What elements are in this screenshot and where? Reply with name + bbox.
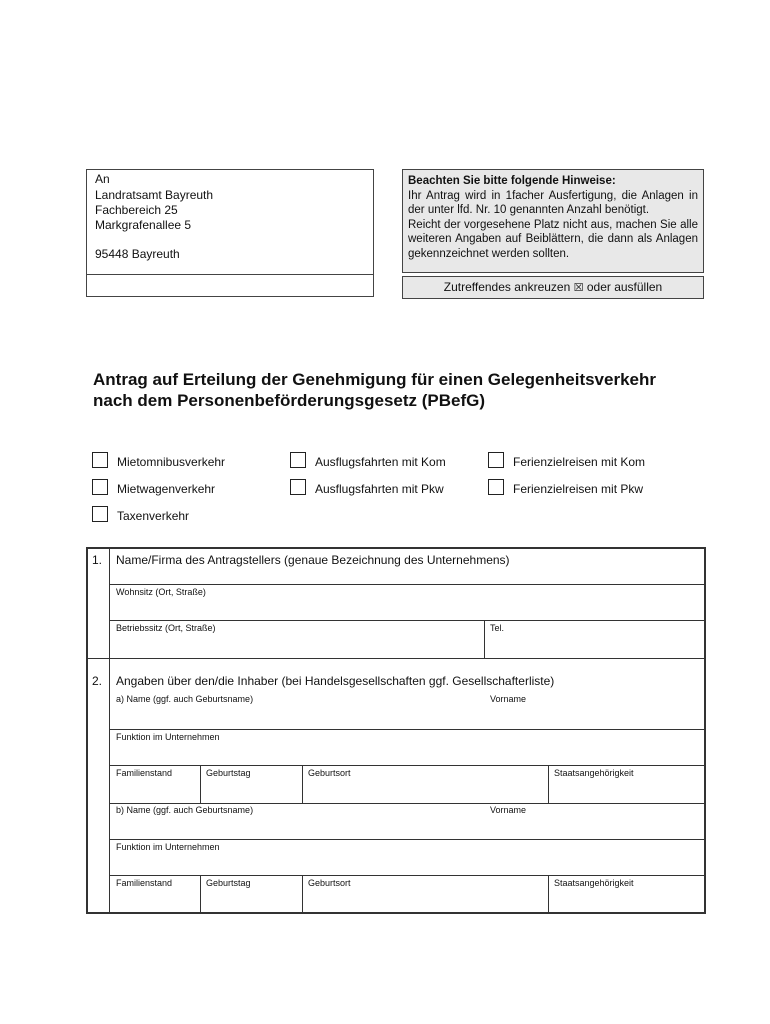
owner-a-geburtstag-label: Geburtstag [206, 768, 251, 778]
section-1-number: 1. [92, 553, 103, 567]
checkbox-taxenverkehr[interactable] [92, 506, 108, 522]
checkbox-ausflugsfahrten-pkw[interactable] [290, 479, 306, 495]
section-divider [88, 658, 704, 659]
owner-b-familienstand-label: Familienstand [116, 878, 173, 888]
owner-a-familienstand-label: Familienstand [116, 768, 173, 778]
address-to-label: An [95, 172, 110, 186]
option-label: Ausflugsfahrten mit Pkw [315, 482, 444, 496]
section-2-heading: Angaben über den/die Inhaber (bei Handelsgesellschaften ggf. Gesellschafterliste) [116, 674, 555, 688]
row-divider [109, 584, 704, 585]
checkbox-mietwagenverkehr[interactable] [92, 479, 108, 495]
row-divider [109, 620, 704, 621]
owner-a-name-label: a) Name (ggf. auch Geburtsname) [116, 694, 254, 704]
owner-b-name-label: b) Name (ggf. auch Geburtsname) [116, 805, 254, 815]
option-label: Mietwagenverkehr [117, 482, 216, 496]
owner-a-staatsangehoerigkeit-label: Staatsangehörigkeit [554, 768, 634, 778]
checkbox-mietomnibusverkehr[interactable] [92, 452, 108, 468]
owner-a-vorname-label: Vorname [490, 694, 527, 704]
owner-b-staatsangehoerigkeit-label: Staatsangehörigkeit [554, 878, 634, 888]
hints-box [402, 169, 704, 273]
hints-footer-post: oder ausfüllen [586, 280, 663, 294]
row-divider [109, 875, 704, 876]
option-label: Ferienzielreisen mit Pkw [513, 482, 644, 496]
checked-box-icon: ☒ [573, 282, 584, 294]
row-divider [109, 803, 704, 804]
checkbox-ausflugsfahrten-kom[interactable] [290, 452, 306, 468]
hints-heading: Beachten Sie bitte folgende Hinweise: [408, 175, 616, 187]
hints-footer-pre: Zutreffendes ankreuzen [443, 280, 571, 294]
col-divider [548, 765, 549, 803]
col-divider [200, 875, 201, 912]
form-title-line2: nach dem Personenbeförderungsgesetz (PBefG) [93, 391, 486, 410]
option-label: Taxenverkehr [117, 509, 190, 523]
form-title-line1: Antrag auf Erteilung der Genehmigung für einen Gelegenheitsverkehr [93, 370, 656, 389]
checkbox-ferienzielreisen-pkw[interactable] [488, 479, 504, 495]
option-label: Ausflugsfahrten mit Kom [315, 455, 446, 469]
form-title [93, 369, 713, 411]
col-divider [302, 765, 303, 803]
applicant-form-table [86, 547, 706, 914]
col-divider [548, 875, 549, 912]
section-1-heading: Name/Firma des Antragstellers (genaue Bezeichnung des Unternehmens) [116, 553, 510, 567]
col-divider [302, 875, 303, 912]
owner-b-geburtsort-label: Geburtsort [308, 878, 351, 888]
betriebssitz-label: Betriebssitz (Ort, Straße) [116, 623, 216, 633]
checkbox-ferienzielreisen-kom[interactable] [488, 452, 504, 468]
col-divider [200, 765, 201, 803]
option-label: Mietomnibusverkehr [117, 455, 226, 469]
hints-text-copies: Ihr Antrag wird in 1facher Ausfertigung, die Anlagen in der unter lfd. Nr. 10 genannten Anzahl benötigt. [408, 189, 698, 217]
hints-footer [402, 276, 704, 299]
address-content [87, 170, 373, 275]
owner-b-funktion-label: Funktion im Unternehmen [116, 842, 220, 852]
hints-text-attachments: Reicht der vorgesehene Platz nicht aus, machen Sie alle weiteren Angaben auf Beiblättern, die dann als Anlagen gekennzeichnet werden sollten. [408, 218, 698, 260]
recipient-address-box [86, 169, 374, 297]
col-divider [484, 620, 485, 658]
address-line-department: Fachbereich 25 [95, 203, 178, 217]
address-line-street: Markgrafenallee 5 [95, 218, 192, 232]
section-2-number: 2. [92, 674, 103, 688]
number-column-divider [109, 549, 110, 912]
option-label: Ferienzielreisen mit Kom [513, 455, 646, 469]
wohnsitz-label: Wohnsitz (Ort, Straße) [116, 587, 206, 597]
row-divider [109, 729, 704, 730]
row-divider [109, 765, 704, 766]
owner-a-funktion-label: Funktion im Unternehmen [116, 732, 220, 742]
owner-a-geburtsort-label: Geburtsort [308, 768, 351, 778]
address-line-city: 95448 Bayreuth [95, 247, 180, 261]
owner-b-vorname-label: Vorname [490, 805, 527, 815]
tel-label: Tel. [490, 623, 505, 633]
address-line-authority: Landratsamt Bayreuth [95, 188, 214, 202]
row-divider [109, 839, 704, 840]
owner-b-geburtstag-label: Geburtstag [206, 878, 251, 888]
